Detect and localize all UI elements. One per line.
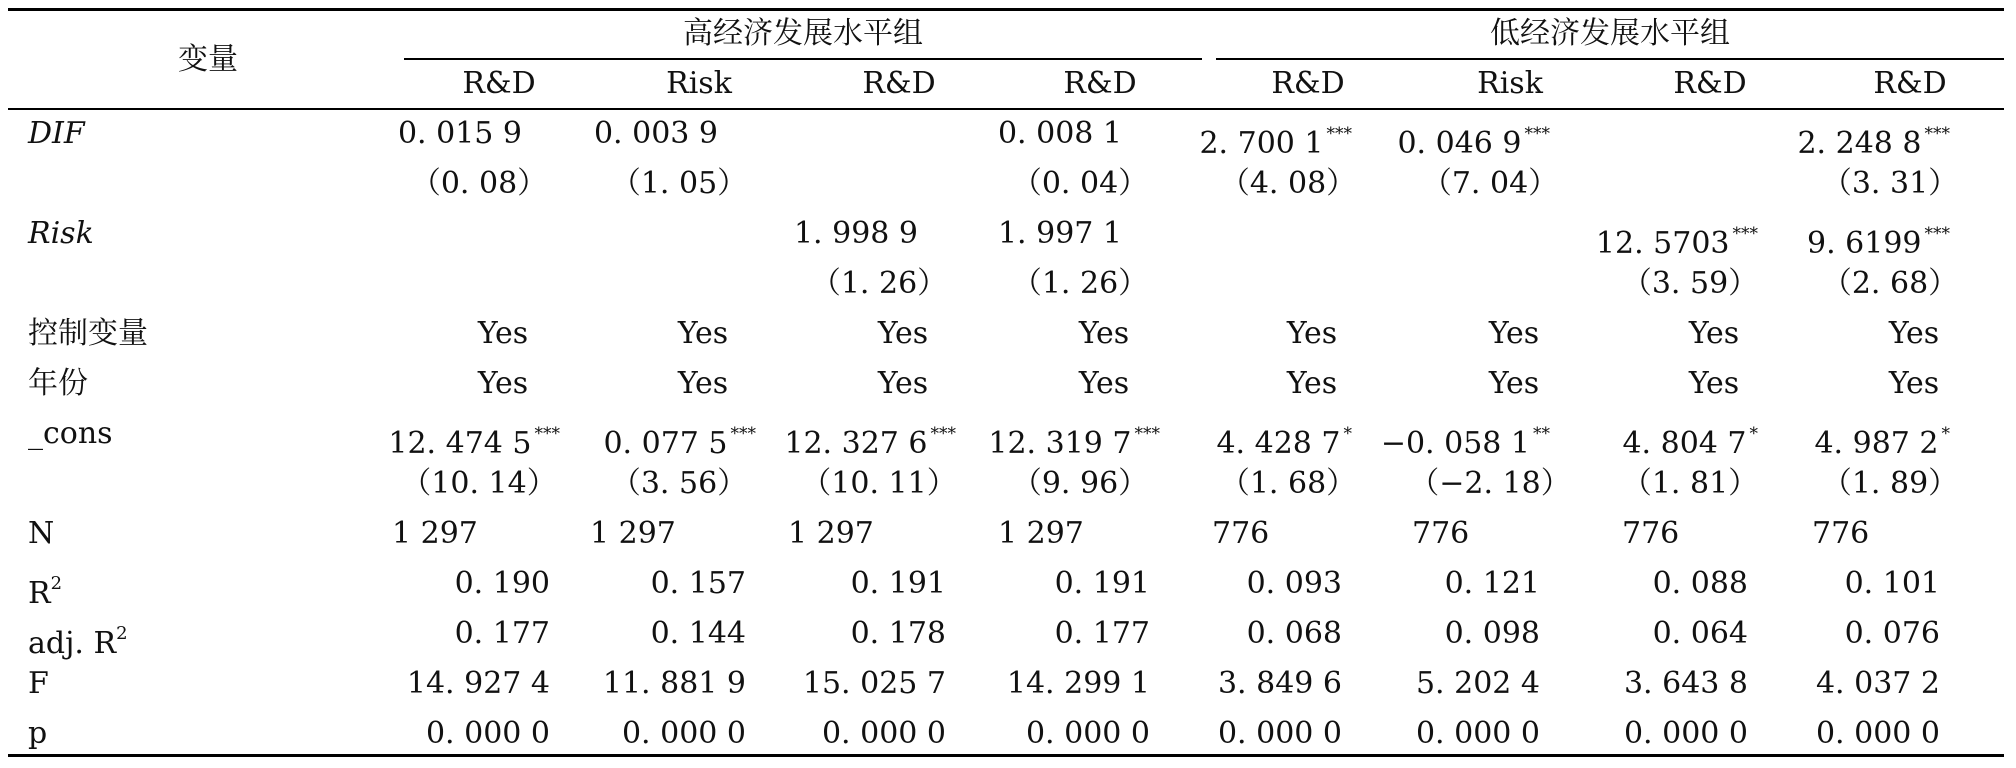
significance-stars: *** — [1732, 224, 1758, 244]
row-label-superscript: 2 — [116, 623, 128, 644]
value-cell: 14. 299 1 — [1006, 666, 1150, 701]
t-stat-cell: （1. 05） — [610, 166, 748, 201]
value-cell: 0. 000 0 — [1415, 716, 1540, 751]
significance-stars: *** — [930, 424, 956, 444]
significance-stars: * — [1343, 424, 1352, 444]
group-high-rule — [404, 58, 1202, 60]
coef-value: 0. 015 9 — [397, 116, 522, 151]
value-cell: Yes — [1286, 366, 1338, 401]
row-label — [28, 314, 148, 354]
significance-stars: *** — [1924, 224, 1950, 244]
significance-stars: *** — [1134, 424, 1160, 444]
value-cell: 776 — [1412, 516, 1470, 551]
coef-value: 12. 5703 — [1595, 226, 1730, 261]
value-cell: 1 297 — [392, 516, 478, 551]
coef-value: −0. 058 1 — [1380, 426, 1530, 461]
coef-value: 4. 987 2 — [1814, 426, 1939, 461]
t-stat-cell: （0. 08） — [410, 166, 548, 201]
t-stat-cell: （1. 89） — [1821, 466, 1959, 501]
value-cell: Yes — [477, 316, 529, 351]
value-cell: 5. 202 4 — [1415, 666, 1540, 701]
value-cell: 0. 144 — [650, 616, 746, 651]
row-label-text: _cons — [28, 416, 113, 451]
coef-cell — [1558, 414, 1758, 464]
value-cell: 0. 064 — [1652, 616, 1748, 651]
coef-cell — [360, 414, 560, 464]
significance-stars: * — [1749, 424, 1758, 444]
significance-stars: *** — [1524, 124, 1550, 144]
value-cell: Yes — [1688, 316, 1740, 351]
t-stat-cell: （3. 59） — [1621, 266, 1759, 301]
column-header: R&D — [862, 66, 936, 101]
t-stat-cell: （0. 04） — [1011, 166, 1149, 201]
value-cell: 0. 000 0 — [621, 716, 746, 751]
column-header: R&D — [1673, 66, 1747, 101]
row-label — [28, 564, 62, 614]
value-cell: 0. 000 0 — [821, 716, 946, 751]
t-stat-cell: （2. 68） — [1821, 266, 1959, 301]
value-cell: 0. 000 0 — [1623, 716, 1748, 751]
value-cell: 0. 000 0 — [1815, 716, 1940, 751]
t-stat-cell: （−2. 18） — [1409, 466, 1571, 501]
value-cell: 0. 000 0 — [1025, 716, 1150, 751]
value-cell: 776 — [1622, 516, 1680, 551]
significance-stars: * — [1941, 424, 1950, 444]
coef-cell — [1750, 114, 1950, 164]
value-cell: 776 — [1212, 516, 1270, 551]
column-header: R&D — [1063, 66, 1137, 101]
value-cell: 1 297 — [788, 516, 874, 551]
value-cell: 0. 178 — [850, 616, 946, 651]
value-cell: 0. 121 — [1444, 566, 1540, 601]
t-stat-cell: （1. 81） — [1621, 466, 1759, 501]
t-stat-cell: （10. 11） — [801, 466, 957, 501]
value-cell: 0. 076 — [1844, 616, 1940, 651]
coef-value: 2. 248 8 — [1797, 126, 1922, 161]
value-cell: 0. 000 0 — [1217, 716, 1342, 751]
row-label-text: N — [28, 516, 55, 551]
coef-value: 12. 319 7 — [988, 426, 1132, 461]
column-header: Risk — [1477, 66, 1543, 101]
value-cell: 1 297 — [590, 516, 676, 551]
value-cell: 3. 643 8 — [1623, 666, 1748, 701]
row-label-text: Risk — [28, 216, 94, 251]
value-cell: 0. 190 — [454, 566, 550, 601]
value-cell: Yes — [1888, 316, 1940, 351]
significance-stars: ** — [1533, 424, 1550, 444]
value-cell: 0. 098 — [1444, 616, 1540, 651]
value-cell: 0. 191 — [850, 566, 946, 601]
coef-value: 0. 008 1 — [997, 116, 1122, 151]
value-cell: 0. 093 — [1246, 566, 1342, 601]
value-cell: Yes — [1078, 366, 1130, 401]
coef-value: 2. 700 1 — [1199, 126, 1324, 161]
t-stat-cell: （10. 14） — [401, 466, 557, 501]
coef-value: 12. 327 6 — [784, 426, 928, 461]
t-stat-cell: （1. 26） — [810, 266, 948, 301]
value-cell: Yes — [1078, 316, 1130, 351]
t-stat-cell: （9. 96） — [1011, 466, 1149, 501]
column-header: Risk — [666, 66, 732, 101]
group-low-header: 低经济发展水平组 — [1490, 16, 1730, 51]
coef-cell — [1152, 414, 1352, 464]
column-header: R&D — [1873, 66, 1947, 101]
coef-value: 4. 804 7 — [1622, 426, 1747, 461]
coef-value: 9. 6199 — [1806, 226, 1922, 261]
t-stat-cell: （4. 08） — [1219, 166, 1357, 201]
row-label-text: adj. R — [28, 626, 117, 661]
value-cell: 15. 025 7 — [802, 666, 946, 701]
coef-value: 0. 077 5 — [603, 426, 728, 461]
group-low-rule — [1216, 58, 2004, 60]
value-cell: Yes — [677, 316, 729, 351]
column-header: R&D — [1271, 66, 1345, 101]
table-header-rule — [8, 108, 2004, 110]
row-label-text: DIF — [28, 116, 85, 151]
coef-value: 0. 046 9 — [1397, 126, 1522, 161]
row-label-text: p — [28, 716, 48, 751]
coef-value: 1. 998 9 — [793, 216, 918, 251]
row-label — [28, 364, 88, 404]
row-label-text: R — [28, 576, 51, 611]
value-cell: 0. 191 — [1054, 566, 1150, 601]
value-cell: Yes — [1688, 366, 1740, 401]
value-cell: Yes — [1888, 366, 1940, 401]
row-label — [28, 614, 128, 664]
row-label-text: 控制变量 — [28, 316, 148, 351]
value-cell: 1 297 — [998, 516, 1084, 551]
coef-cell — [960, 214, 1160, 254]
value-cell: 0. 088 — [1652, 566, 1748, 601]
coef-cell — [960, 414, 1160, 464]
coef-value: 12. 474 5 — [388, 426, 532, 461]
value-cell: 0. 101 — [1844, 566, 1940, 601]
table-top-rule — [8, 8, 2004, 11]
group-high-header: 高经济发展水平组 — [683, 16, 923, 51]
value-cell: 3. 849 6 — [1217, 666, 1342, 701]
coef-value: 1. 997 1 — [997, 216, 1122, 251]
value-cell: 0. 068 — [1246, 616, 1342, 651]
coef-cell — [1152, 114, 1352, 164]
row-label-text: F — [28, 666, 49, 701]
row-label — [28, 714, 47, 754]
column-header: R&D — [462, 66, 536, 101]
coef-cell — [1750, 414, 1950, 464]
significance-stars: *** — [730, 424, 756, 444]
table-bottom-rule — [8, 754, 2004, 757]
value-cell: 0. 157 — [650, 566, 746, 601]
value-cell: Yes — [1488, 366, 1540, 401]
value-cell: 0. 177 — [454, 616, 550, 651]
value-cell: Yes — [677, 366, 729, 401]
value-cell: 0. 000 0 — [425, 716, 550, 751]
coef-cell — [756, 414, 956, 464]
value-cell: 776 — [1812, 516, 1870, 551]
row-label — [28, 414, 113, 454]
t-stat-cell: （7. 04） — [1421, 166, 1559, 201]
row-label — [28, 664, 49, 704]
row-label — [28, 114, 85, 154]
t-stat-cell: （1. 26） — [1011, 266, 1149, 301]
row-label-text: 年份 — [28, 366, 88, 401]
row-label — [28, 514, 54, 554]
value-cell: Yes — [877, 366, 929, 401]
value-cell: 14. 927 4 — [406, 666, 550, 701]
significance-stars: *** — [1326, 124, 1352, 144]
coef-value: 0. 003 9 — [593, 116, 718, 151]
value-cell: 11. 881 9 — [602, 666, 746, 701]
t-stat-cell: （3. 56） — [610, 466, 748, 501]
row-label-superscript: 2 — [50, 573, 63, 594]
coef-cell — [1558, 214, 1758, 264]
value-cell: Yes — [877, 316, 929, 351]
significance-stars: *** — [534, 424, 560, 444]
value-cell: Yes — [1488, 316, 1540, 351]
coef-cell — [960, 114, 1160, 154]
value-cell: 0. 177 — [1054, 616, 1150, 651]
t-stat-cell: （1. 68） — [1219, 466, 1357, 501]
coef-cell — [1750, 214, 1950, 264]
coef-cell — [1350, 114, 1550, 164]
coef-cell — [360, 114, 560, 154]
coef-cell — [556, 114, 756, 154]
row-label — [28, 214, 94, 254]
coef-value: 4. 428 7 — [1216, 426, 1341, 461]
t-stat-cell: （3. 31） — [1821, 166, 1959, 201]
value-cell: 4. 037 2 — [1815, 666, 1940, 701]
value-cell: Yes — [1286, 316, 1338, 351]
significance-stars: *** — [1924, 124, 1950, 144]
coef-cell — [556, 414, 756, 464]
coef-cell — [756, 214, 956, 254]
coef-cell — [1350, 414, 1550, 464]
value-cell: Yes — [477, 366, 529, 401]
stub-header: 变量 — [178, 42, 238, 77]
